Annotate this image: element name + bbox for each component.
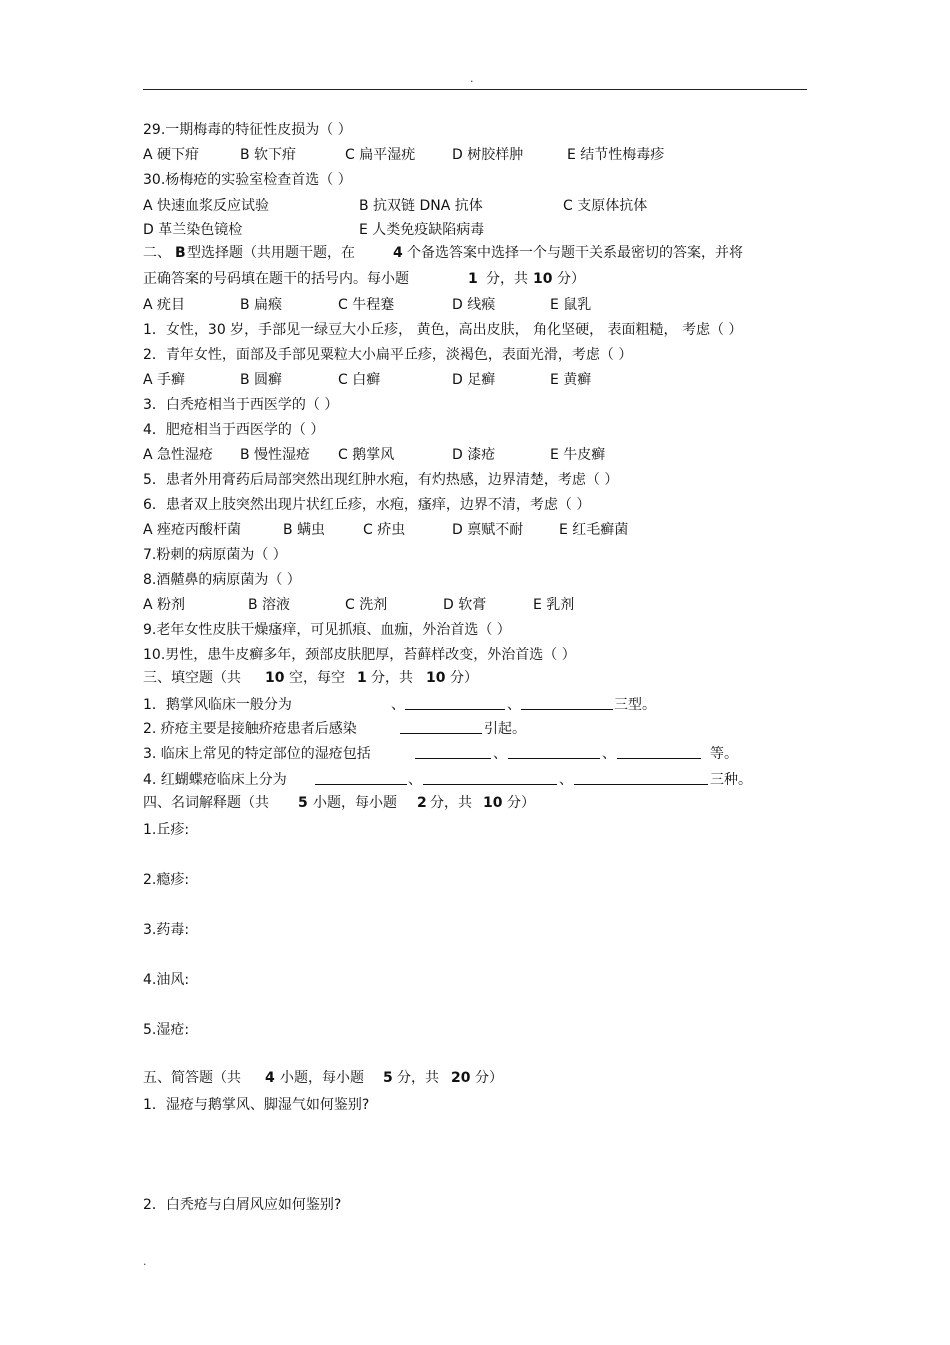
option: C 支原体抗体 bbox=[563, 198, 648, 214]
option: A 快速血浆反应试验 bbox=[143, 198, 270, 214]
header-rule bbox=[143, 89, 807, 90]
blank[interactable] bbox=[617, 745, 701, 759]
blank[interactable] bbox=[315, 771, 407, 785]
blank[interactable] bbox=[521, 696, 613, 710]
blank[interactable] bbox=[423, 771, 557, 785]
option: E 人类免疫缺陷病毒 bbox=[359, 222, 485, 238]
blank[interactable] bbox=[415, 745, 491, 759]
header-dot: . bbox=[470, 72, 474, 85]
option: D 树胶样肿 bbox=[452, 147, 524, 163]
blank[interactable] bbox=[405, 696, 505, 710]
blank[interactable] bbox=[400, 720, 482, 734]
option: E 结节性梅毒疹 bbox=[567, 147, 665, 163]
option: B 软下疳 bbox=[240, 147, 297, 163]
option: B 抗双链 DNA 抗体 bbox=[359, 198, 483, 214]
blank[interactable] bbox=[508, 745, 600, 759]
blank[interactable] bbox=[574, 771, 708, 785]
option: C 扁平湿疣 bbox=[345, 147, 416, 163]
option: A 硬下疳 bbox=[143, 147, 200, 163]
option: D 革兰染色镜检 bbox=[143, 222, 243, 238]
footer-dot: . bbox=[143, 1255, 147, 1268]
